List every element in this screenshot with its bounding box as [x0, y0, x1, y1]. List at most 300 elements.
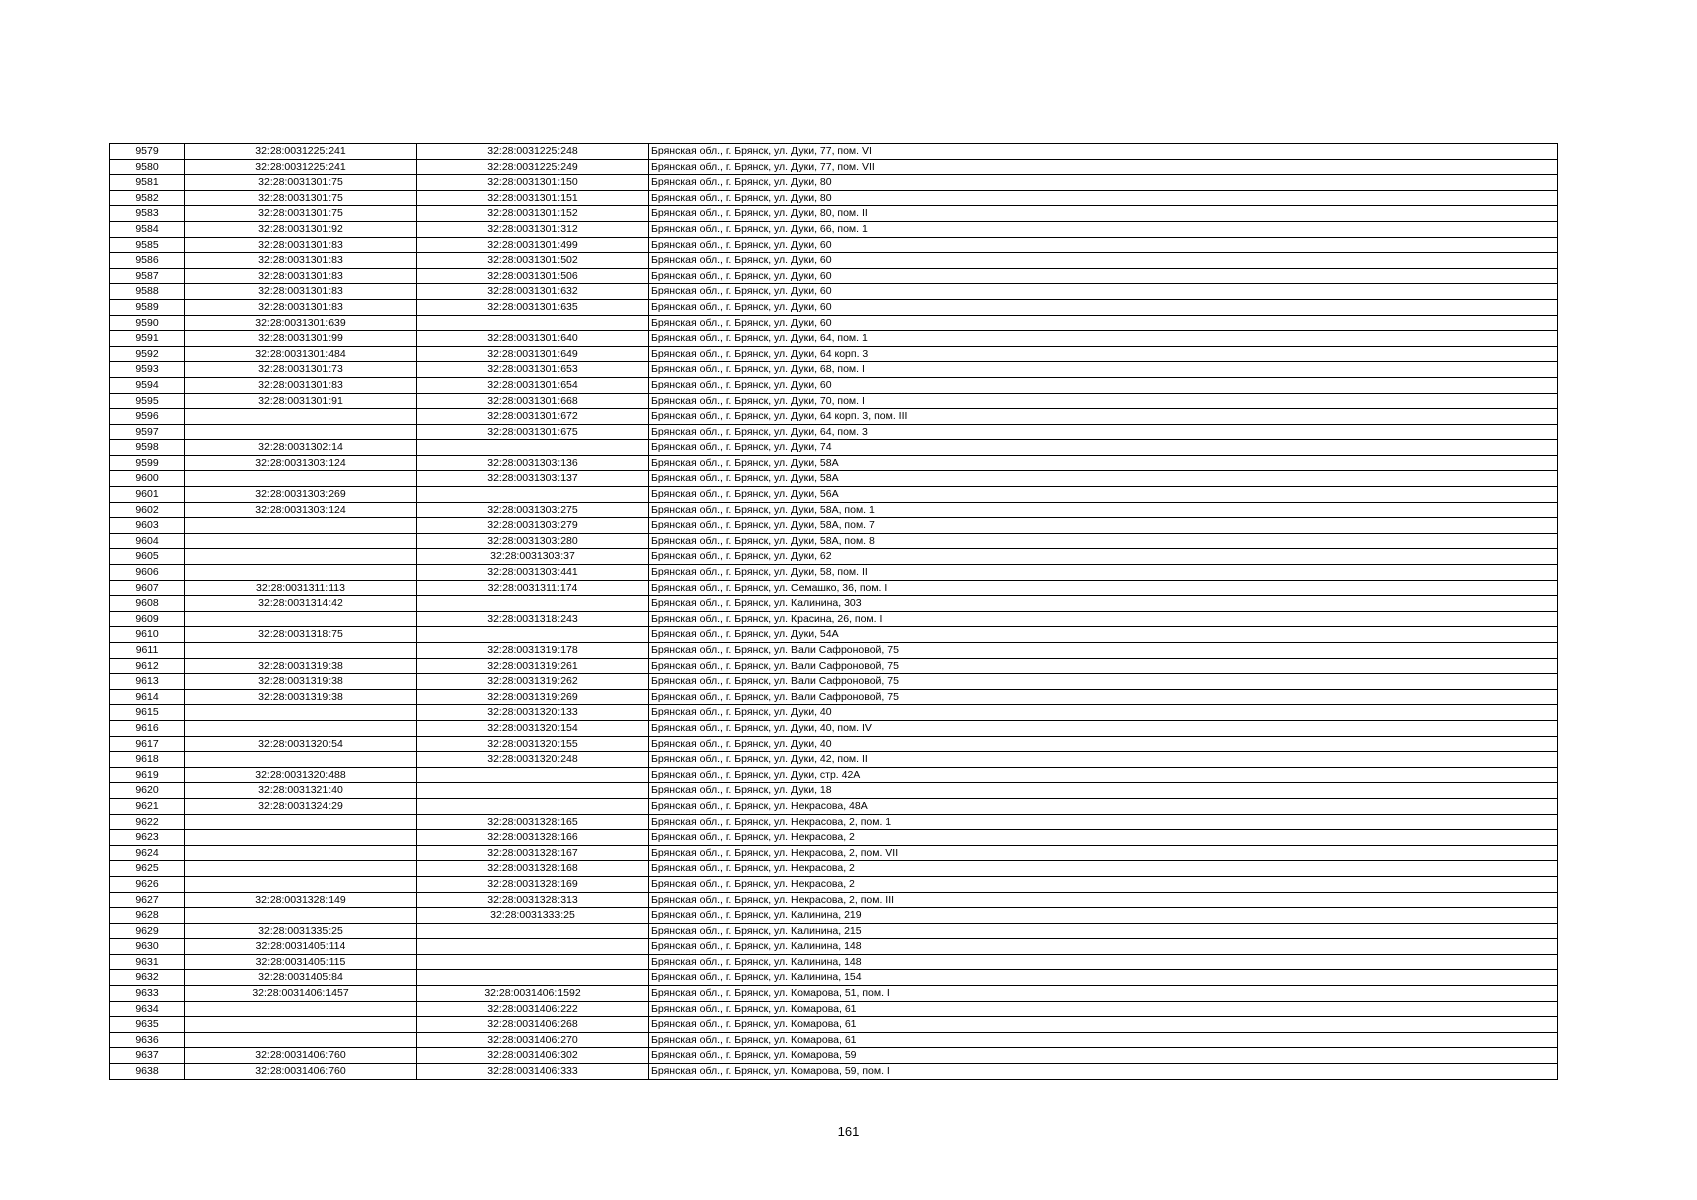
address-cell: Брянская обл., г. Брянск, ул. Дуки, 40	[649, 736, 1558, 752]
table-row	[110, 783, 1558, 799]
land-cadastral-number-cell: 32:28:0031321:40	[185, 783, 417, 799]
table-row	[110, 409, 1558, 425]
table-row	[110, 502, 1558, 518]
row-number-cell: 9636	[110, 1032, 185, 1048]
address-cell: Брянская обл., г. Брянск, ул. Дуки, 58А	[649, 471, 1558, 487]
table-row	[110, 876, 1558, 892]
land-cadastral-number-cell	[185, 409, 417, 425]
land-cadastral-number-cell: 32:28:0031406:1457	[185, 986, 417, 1002]
building-cadastral-number-cell	[417, 627, 649, 643]
address-cell: Брянская обл., г. Брянск, ул. Дуки, 80	[649, 190, 1558, 206]
address-cell: Брянская обл., г. Брянск, ул. Дуки, 54А	[649, 627, 1558, 643]
table-row	[110, 939, 1558, 955]
row-number-cell: 9587	[110, 268, 185, 284]
table-row	[110, 892, 1558, 908]
building-cadastral-number-cell	[417, 767, 649, 783]
building-cadastral-number-cell: 32:28:0031303:136	[417, 455, 649, 471]
table-row	[110, 206, 1558, 222]
land-cadastral-number-cell: 32:28:0031303:269	[185, 487, 417, 503]
building-cadastral-number-cell: 32:28:0031303:279	[417, 518, 649, 534]
building-cadastral-number-cell: 32:28:0031301:635	[417, 299, 649, 315]
building-cadastral-number-cell: 32:28:0031301:502	[417, 253, 649, 269]
row-number-cell: 9596	[110, 409, 185, 425]
row-number-cell: 9618	[110, 752, 185, 768]
building-cadastral-number-cell	[417, 596, 649, 612]
address-cell: Брянская обл., г. Брянск, ул. Калинина, 154	[649, 970, 1558, 986]
building-cadastral-number-cell: 32:28:0031301:649	[417, 346, 649, 362]
building-cadastral-number-cell: 32:28:0031225:248	[417, 144, 649, 160]
table-row	[110, 253, 1558, 269]
address-cell: Брянская обл., г. Брянск, ул. Дуки, 74	[649, 440, 1558, 456]
building-cadastral-number-cell	[417, 923, 649, 939]
building-cadastral-number-cell: 32:28:0031301:675	[417, 424, 649, 440]
row-number-cell: 9605	[110, 549, 185, 565]
row-number-cell: 9617	[110, 736, 185, 752]
building-cadastral-number-cell	[417, 954, 649, 970]
table-row	[110, 487, 1558, 503]
table-row	[110, 986, 1558, 1002]
address-cell: Брянская обл., г. Брянск, ул. Дуки, 58А, пом. 7	[649, 518, 1558, 534]
land-cadastral-number-cell: 32:28:0031405:115	[185, 954, 417, 970]
address-cell: Брянская обл., г. Брянск, ул. Дуки, 77, пом. VII	[649, 159, 1558, 175]
building-cadastral-number-cell: 32:28:0031303:441	[417, 565, 649, 581]
row-number-cell: 9607	[110, 580, 185, 596]
building-cadastral-number-cell: 32:28:0031319:269	[417, 689, 649, 705]
cadastral-table	[109, 143, 1558, 1080]
table-row	[110, 845, 1558, 861]
address-cell: Брянская обл., г. Брянск, ул. Дуки, 62	[649, 549, 1558, 565]
row-number-cell: 9616	[110, 720, 185, 736]
row-number-cell: 9634	[110, 1001, 185, 1017]
land-cadastral-number-cell: 32:28:0031301:484	[185, 346, 417, 362]
row-number-cell: 9592	[110, 346, 185, 362]
land-cadastral-number-cell	[185, 845, 417, 861]
table-row	[110, 377, 1558, 393]
building-cadastral-number-cell: 32:28:0031406:1592	[417, 986, 649, 1002]
table-row	[110, 549, 1558, 565]
land-cadastral-number-cell: 32:28:0031301:73	[185, 362, 417, 378]
building-cadastral-number-cell: 32:28:0031328:166	[417, 830, 649, 846]
building-cadastral-number-cell	[417, 939, 649, 955]
table-row	[110, 268, 1558, 284]
table-row	[110, 346, 1558, 362]
row-number-cell: 9595	[110, 393, 185, 409]
address-cell: Брянская обл., г. Брянск, ул. Комарова, 51, пом. I	[649, 986, 1558, 1002]
land-cadastral-number-cell	[185, 471, 417, 487]
building-cadastral-number-cell: 32:28:0031320:248	[417, 752, 649, 768]
land-cadastral-number-cell: 32:28:0031319:38	[185, 674, 417, 690]
address-cell: Брянская обл., г. Брянск, ул. Дуки, 77, пом. VI	[649, 144, 1558, 160]
table-row	[110, 393, 1558, 409]
table-row	[110, 533, 1558, 549]
address-cell: Брянская обл., г. Брянск, ул. Некрасова, 2, пом. VII	[649, 845, 1558, 861]
table-row	[110, 705, 1558, 721]
building-cadastral-number-cell: 32:28:0031301:151	[417, 190, 649, 206]
land-cadastral-number-cell: 32:28:0031301:83	[185, 237, 417, 253]
land-cadastral-number-cell: 32:28:0031319:38	[185, 658, 417, 674]
building-cadastral-number-cell: 32:28:0031406:270	[417, 1032, 649, 1048]
land-cadastral-number-cell	[185, 908, 417, 924]
table-row	[110, 299, 1558, 315]
building-cadastral-number-cell: 32:28:0031406:222	[417, 1001, 649, 1017]
table-body	[110, 144, 1558, 1080]
land-cadastral-number-cell: 32:28:0031301:639	[185, 315, 417, 331]
table-row	[110, 1001, 1558, 1017]
address-cell: Брянская обл., г. Брянск, ул. Дуки, 60	[649, 284, 1558, 300]
building-cadastral-number-cell: 32:28:0031301:506	[417, 268, 649, 284]
address-cell: Брянская обл., г. Брянск, ул. Дуки, 64, пом. 1	[649, 331, 1558, 347]
address-cell: Брянская обл., г. Брянск, ул. Дуки, 64 корп. 3, пом. III	[649, 409, 1558, 425]
building-cadastral-number-cell: 32:28:0031301:632	[417, 284, 649, 300]
land-cadastral-number-cell: 32:28:0031320:54	[185, 736, 417, 752]
land-cadastral-number-cell: 32:28:0031406:760	[185, 1064, 417, 1080]
building-cadastral-number-cell: 32:28:0031303:275	[417, 502, 649, 518]
address-cell: Брянская обл., г. Брянск, ул. Дуки, 60	[649, 315, 1558, 331]
building-cadastral-number-cell: 32:28:0031406:268	[417, 1017, 649, 1033]
building-cadastral-number-cell	[417, 487, 649, 503]
land-cadastral-number-cell	[185, 549, 417, 565]
land-cadastral-number-cell	[185, 752, 417, 768]
building-cadastral-number-cell: 32:28:0031328:165	[417, 814, 649, 830]
table-row	[110, 284, 1558, 300]
building-cadastral-number-cell: 32:28:0031333:25	[417, 908, 649, 924]
land-cadastral-number-cell	[185, 518, 417, 534]
address-cell: Брянская обл., г. Брянск, ул. Калинина, 148	[649, 954, 1558, 970]
address-cell: Брянская обл., г. Брянск, ул. Некрасова, 2	[649, 876, 1558, 892]
land-cadastral-number-cell: 32:28:0031225:241	[185, 144, 417, 160]
row-number-cell: 9588	[110, 284, 185, 300]
table-row	[110, 923, 1558, 939]
address-cell: Брянская обл., г. Брянск, ул. Дуки, 40	[649, 705, 1558, 721]
building-cadastral-number-cell: 32:28:0031301:640	[417, 331, 649, 347]
table-row	[110, 362, 1558, 378]
row-number-cell: 9624	[110, 845, 185, 861]
row-number-cell: 9593	[110, 362, 185, 378]
table-row	[110, 221, 1558, 237]
land-cadastral-number-cell: 32:28:0031301:83	[185, 253, 417, 269]
building-cadastral-number-cell: 32:28:0031328:313	[417, 892, 649, 908]
table-row	[110, 190, 1558, 206]
row-number-cell: 9626	[110, 876, 185, 892]
building-cadastral-number-cell: 32:28:0031225:249	[417, 159, 649, 175]
row-number-cell: 9601	[110, 487, 185, 503]
building-cadastral-number-cell: 32:28:0031328:169	[417, 876, 649, 892]
table-row	[110, 237, 1558, 253]
land-cadastral-number-cell	[185, 830, 417, 846]
table-row	[110, 518, 1558, 534]
row-number-cell: 9637	[110, 1048, 185, 1064]
land-cadastral-number-cell: 32:28:0031301:99	[185, 331, 417, 347]
table-row	[110, 471, 1558, 487]
address-cell: Брянская обл., г. Брянск, ул. Дуки, 60	[649, 299, 1558, 315]
table-row	[110, 565, 1558, 581]
table-row	[110, 861, 1558, 877]
row-number-cell: 9609	[110, 611, 185, 627]
row-number-cell: 9583	[110, 206, 185, 222]
address-cell: Брянская обл., г. Брянск, ул. Калинина, 148	[649, 939, 1558, 955]
address-cell: Брянская обл., г. Брянск, ул. Дуки, 66, пом. 1	[649, 221, 1558, 237]
land-cadastral-number-cell: 32:28:0031301:75	[185, 206, 417, 222]
row-number-cell: 9631	[110, 954, 185, 970]
address-cell: Брянская обл., г. Брянск, ул. Комарова, 61	[649, 1017, 1558, 1033]
building-cadastral-number-cell: 32:28:0031303:280	[417, 533, 649, 549]
row-number-cell: 9635	[110, 1017, 185, 1033]
address-cell: Брянская обл., г. Брянск, ул. Некрасова, 2, пом. 1	[649, 814, 1558, 830]
land-cadastral-number-cell: 32:28:0031405:114	[185, 939, 417, 955]
row-number-cell: 9597	[110, 424, 185, 440]
table-row	[110, 720, 1558, 736]
land-cadastral-number-cell: 32:28:0031302:14	[185, 440, 417, 456]
table-row	[110, 627, 1558, 643]
address-cell: Брянская обл., г. Брянск, ул. Некрасова, 2, пом. III	[649, 892, 1558, 908]
table-row	[110, 767, 1558, 783]
land-cadastral-number-cell: 32:28:0031320:488	[185, 767, 417, 783]
address-cell: Брянская обл., г. Брянск, ул. Дуки, 60	[649, 377, 1558, 393]
address-cell: Брянская обл., г. Брянск, ул. Дуки, 64, пом. 3	[649, 424, 1558, 440]
address-cell: Брянская обл., г. Брянск, ул. Некрасова, 48А	[649, 798, 1558, 814]
table-row	[110, 611, 1558, 627]
building-cadastral-number-cell: 32:28:0031301:672	[417, 409, 649, 425]
table-row	[110, 830, 1558, 846]
building-cadastral-number-cell	[417, 970, 649, 986]
table-row	[110, 175, 1558, 191]
land-cadastral-number-cell: 32:28:0031319:38	[185, 689, 417, 705]
building-cadastral-number-cell: 32:28:0031311:174	[417, 580, 649, 596]
row-number-cell: 9633	[110, 986, 185, 1002]
building-cadastral-number-cell: 32:28:0031320:155	[417, 736, 649, 752]
row-number-cell: 9603	[110, 518, 185, 534]
table-row	[110, 455, 1558, 471]
land-cadastral-number-cell: 32:28:0031406:760	[185, 1048, 417, 1064]
table-row	[110, 144, 1558, 160]
table-row	[110, 440, 1558, 456]
building-cadastral-number-cell: 32:28:0031301:654	[417, 377, 649, 393]
address-cell: Брянская обл., г. Брянск, ул. Вали Сафроновой, 75	[649, 689, 1558, 705]
address-cell: Брянская обл., г. Брянск, ул. Комарова, 59	[649, 1048, 1558, 1064]
table-row	[110, 752, 1558, 768]
row-number-cell: 9591	[110, 331, 185, 347]
land-cadastral-number-cell	[185, 1001, 417, 1017]
building-cadastral-number-cell: 32:28:0031319:261	[417, 658, 649, 674]
building-cadastral-number-cell: 32:28:0031301:499	[417, 237, 649, 253]
address-cell: Брянская обл., г. Брянск, ул. Комарова, 61	[649, 1001, 1558, 1017]
row-number-cell: 9611	[110, 643, 185, 659]
row-number-cell: 9625	[110, 861, 185, 877]
address-cell: Брянская обл., г. Брянск, ул. Вали Сафроновой, 75	[649, 674, 1558, 690]
table-row	[110, 658, 1558, 674]
address-cell: Брянская обл., г. Брянск, ул. Вали Сафроновой, 75	[649, 643, 1558, 659]
row-number-cell: 9580	[110, 159, 185, 175]
address-cell: Брянская обл., г. Брянск, ул. Дуки, 80	[649, 175, 1558, 191]
row-number-cell: 9584	[110, 221, 185, 237]
address-cell: Брянская обл., г. Брянск, ул. Дуки, 64 корп. 3	[649, 346, 1558, 362]
address-cell: Брянская обл., г. Брянск, ул. Дуки, 56А	[649, 487, 1558, 503]
row-number-cell: 9594	[110, 377, 185, 393]
table-row	[110, 814, 1558, 830]
row-number-cell: 9586	[110, 253, 185, 269]
row-number-cell: 9598	[110, 440, 185, 456]
address-cell: Брянская обл., г. Брянск, ул. Дуки, 58, пом. II	[649, 565, 1558, 581]
row-number-cell: 9604	[110, 533, 185, 549]
row-number-cell: 9615	[110, 705, 185, 721]
row-number-cell: 9629	[110, 923, 185, 939]
building-cadastral-number-cell	[417, 315, 649, 331]
table-row	[110, 674, 1558, 690]
land-cadastral-number-cell: 32:28:0031301:83	[185, 377, 417, 393]
land-cadastral-number-cell: 32:28:0031318:75	[185, 627, 417, 643]
address-cell: Брянская обл., г. Брянск, ул. Некрасова, 2	[649, 861, 1558, 877]
row-number-cell: 9621	[110, 798, 185, 814]
address-cell: Брянская обл., г. Брянск, ул. Дуки, стр. 42А	[649, 767, 1558, 783]
row-number-cell: 9619	[110, 767, 185, 783]
building-cadastral-number-cell: 32:28:0031319:178	[417, 643, 649, 659]
building-cadastral-number-cell: 32:28:0031406:302	[417, 1048, 649, 1064]
land-cadastral-number-cell: 32:28:0031301:83	[185, 284, 417, 300]
table-row	[110, 908, 1558, 924]
row-number-cell: 9608	[110, 596, 185, 612]
table-row	[110, 596, 1558, 612]
land-cadastral-number-cell: 32:28:0031335:25	[185, 923, 417, 939]
address-cell: Брянская обл., г. Брянск, ул. Дуки, 70, пом. I	[649, 393, 1558, 409]
table-row	[110, 159, 1558, 175]
building-cadastral-number-cell	[417, 440, 649, 456]
row-number-cell: 9632	[110, 970, 185, 986]
land-cadastral-number-cell: 32:28:0031301:91	[185, 393, 417, 409]
row-number-cell: 9613	[110, 674, 185, 690]
row-number-cell: 9589	[110, 299, 185, 315]
table-row	[110, 331, 1558, 347]
land-cadastral-number-cell	[185, 611, 417, 627]
land-cadastral-number-cell	[185, 533, 417, 549]
address-cell: Брянская обл., г. Брянск, ул. Калинина, 303	[649, 596, 1558, 612]
land-cadastral-number-cell	[185, 1017, 417, 1033]
building-cadastral-number-cell: 32:28:0031301:653	[417, 362, 649, 378]
address-cell: Брянская обл., г. Брянск, ул. Дуки, 60	[649, 253, 1558, 269]
land-cadastral-number-cell: 32:28:0031303:124	[185, 502, 417, 518]
address-cell: Брянская обл., г. Брянск, ул. Дуки, 42, пом. II	[649, 752, 1558, 768]
row-number-cell: 9630	[110, 939, 185, 955]
land-cadastral-number-cell: 32:28:0031301:83	[185, 268, 417, 284]
row-number-cell: 9582	[110, 190, 185, 206]
land-cadastral-number-cell	[185, 424, 417, 440]
table-row	[110, 798, 1558, 814]
land-cadastral-number-cell	[185, 876, 417, 892]
address-cell: Брянская обл., г. Брянск, ул. Красина, 26, пом. I	[649, 611, 1558, 627]
row-number-cell: 9585	[110, 237, 185, 253]
address-cell: Брянская обл., г. Брянск, ул. Комарова, 59, пом. I	[649, 1064, 1558, 1080]
land-cadastral-number-cell	[185, 861, 417, 877]
building-cadastral-number-cell: 32:28:0031320:154	[417, 720, 649, 736]
row-number-cell: 9590	[110, 315, 185, 331]
address-cell: Брянская обл., г. Брянск, ул. Дуки, 18	[649, 783, 1558, 799]
address-cell: Брянская обл., г. Брянск, ул. Калинина, 219	[649, 908, 1558, 924]
address-cell: Брянская обл., г. Брянск, ул. Дуки, 40, пом. IV	[649, 720, 1558, 736]
address-cell: Брянская обл., г. Брянск, ул. Некрасова, 2	[649, 830, 1558, 846]
row-number-cell: 9581	[110, 175, 185, 191]
land-cadastral-number-cell	[185, 1032, 417, 1048]
land-cadastral-number-cell: 32:28:0031405:84	[185, 970, 417, 986]
building-cadastral-number-cell: 32:28:0031328:167	[417, 845, 649, 861]
row-number-cell: 9622	[110, 814, 185, 830]
address-cell: Брянская обл., г. Брянск, ул. Комарова, 61	[649, 1032, 1558, 1048]
land-cadastral-number-cell: 32:28:0031328:149	[185, 892, 417, 908]
land-cadastral-number-cell: 32:28:0031301:92	[185, 221, 417, 237]
address-cell: Брянская обл., г. Брянск, ул. Дуки, 80, пом. II	[649, 206, 1558, 222]
address-cell: Брянская обл., г. Брянск, ул. Дуки, 58А	[649, 455, 1558, 471]
page-number: 161	[837, 1124, 860, 1139]
table-row	[110, 1064, 1558, 1080]
row-number-cell: 9600	[110, 471, 185, 487]
row-number-cell: 9579	[110, 144, 185, 160]
building-cadastral-number-cell: 32:28:0031301:152	[417, 206, 649, 222]
land-cadastral-number-cell: 32:28:0031303:124	[185, 455, 417, 471]
table-row	[110, 1048, 1558, 1064]
building-cadastral-number-cell: 32:28:0031319:262	[417, 674, 649, 690]
row-number-cell: 9614	[110, 689, 185, 705]
row-number-cell: 9623	[110, 830, 185, 846]
table-row	[110, 643, 1558, 659]
building-cadastral-number-cell: 32:28:0031303:37	[417, 549, 649, 565]
building-cadastral-number-cell: 32:28:0031318:243	[417, 611, 649, 627]
land-cadastral-number-cell: 32:28:0031301:75	[185, 175, 417, 191]
table-row	[110, 315, 1558, 331]
land-cadastral-number-cell	[185, 643, 417, 659]
address-cell: Брянская обл., г. Брянск, ул. Семашко, 36, пом. I	[649, 580, 1558, 596]
table-row	[110, 1032, 1558, 1048]
row-number-cell: 9620	[110, 783, 185, 799]
land-cadastral-number-cell: 32:28:0031301:83	[185, 299, 417, 315]
land-cadastral-number-cell	[185, 705, 417, 721]
land-cadastral-number-cell: 32:28:0031311:113	[185, 580, 417, 596]
land-cadastral-number-cell: 32:28:0031324:29	[185, 798, 417, 814]
table-row	[110, 580, 1558, 596]
land-cadastral-number-cell	[185, 814, 417, 830]
land-cadastral-number-cell: 32:28:0031301:75	[185, 190, 417, 206]
building-cadastral-number-cell	[417, 798, 649, 814]
table-row	[110, 954, 1558, 970]
address-cell: Брянская обл., г. Брянск, ул. Дуки, 58А, пом. 1	[649, 502, 1558, 518]
address-cell: Брянская обл., г. Брянск, ул. Дуки, 60	[649, 237, 1558, 253]
table-row	[110, 736, 1558, 752]
building-cadastral-number-cell	[417, 783, 649, 799]
building-cadastral-number-cell: 32:28:0031303:137	[417, 471, 649, 487]
address-cell: Брянская обл., г. Брянск, ул. Калинина, 215	[649, 923, 1558, 939]
land-cadastral-number-cell	[185, 720, 417, 736]
building-cadastral-number-cell: 32:28:0031301:150	[417, 175, 649, 191]
address-cell: Брянская обл., г. Брянск, ул. Вали Сафроновой, 75	[649, 658, 1558, 674]
row-number-cell: 9599	[110, 455, 185, 471]
land-cadastral-number-cell	[185, 565, 417, 581]
building-cadastral-number-cell: 32:28:0031320:133	[417, 705, 649, 721]
building-cadastral-number-cell: 32:28:0031301:312	[417, 221, 649, 237]
row-number-cell: 9606	[110, 565, 185, 581]
address-cell: Брянская обл., г. Брянск, ул. Дуки, 60	[649, 268, 1558, 284]
land-cadastral-number-cell: 32:28:0031225:241	[185, 159, 417, 175]
row-number-cell: 9628	[110, 908, 185, 924]
address-cell: Брянская обл., г. Брянск, ул. Дуки, 58А, пом. 8	[649, 533, 1558, 549]
table-row	[110, 970, 1558, 986]
table-row	[110, 424, 1558, 440]
land-cadastral-number-cell: 32:28:0031314:42	[185, 596, 417, 612]
building-cadastral-number-cell: 32:28:0031301:668	[417, 393, 649, 409]
table-row	[110, 1017, 1558, 1033]
table-row	[110, 689, 1558, 705]
row-number-cell: 9638	[110, 1064, 185, 1080]
row-number-cell: 9612	[110, 658, 185, 674]
row-number-cell: 9602	[110, 502, 185, 518]
row-number-cell: 9627	[110, 892, 185, 908]
building-cadastral-number-cell: 32:28:0031328:168	[417, 861, 649, 877]
